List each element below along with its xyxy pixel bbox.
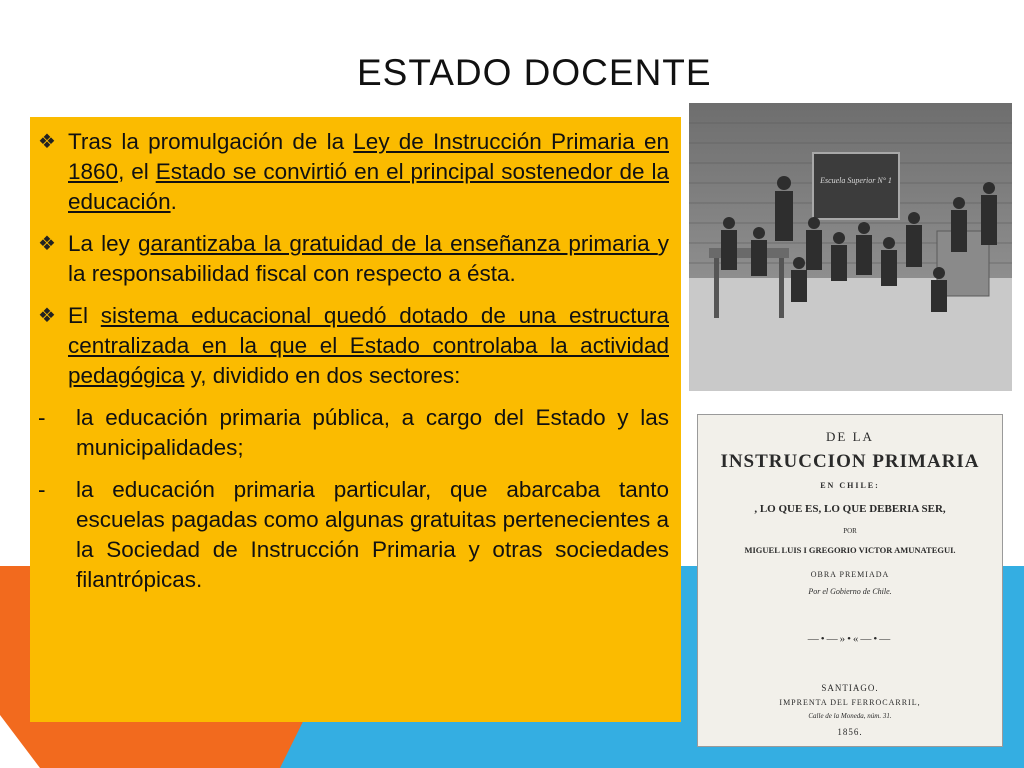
bullet-text: , el [118, 159, 156, 184]
bullet-text: y, dividido en dos sectores: [184, 363, 461, 388]
diamond-bullet-icon: ❖ [38, 233, 56, 255]
bullet-item [38, 301, 669, 391]
slide-title: ESTADO DOCENTE [357, 52, 712, 93]
book-line: EN CHILE: [820, 481, 880, 490]
dash-item [38, 403, 669, 463]
bullet-underlined-text: Estado se convirtió en el principal sostenedor de la educación [68, 159, 669, 214]
bullet-text: Tras la promulgación de la [68, 129, 354, 154]
dash-mark: - [38, 477, 46, 502]
bullet-text: El [68, 303, 101, 328]
content-box [30, 117, 681, 722]
chalkboard-text: Escuela Superior N° 1 [820, 176, 892, 185]
book-subtitle: , LO QUE ES, LO QUE DEBERIA SER, [754, 503, 946, 515]
dash-text: la educación primaria particular, que abarcaba tanto escuelas pagadas como algunas gratuitas pertenecientes a la Sociedad de Instrucción Primaria y otras sociedades filantrópicas. [76, 477, 669, 592]
book-line: IMPRENTA DEL FERROCARRIL, [779, 698, 921, 707]
book-line: Por el Gobierno de Chile. [808, 587, 892, 596]
bullet-item [38, 229, 669, 289]
classroom-photo-image [689, 103, 1012, 391]
book-line: SANTIAGO. [821, 683, 879, 693]
classroom-photo [689, 103, 1012, 391]
bullet-underlined-text: Ley de Instrucción Primaria en 1860 [68, 129, 669, 184]
diamond-bullet-icon: ❖ [38, 131, 56, 153]
bullet-text: La ley [68, 231, 139, 256]
bullet-item [38, 127, 669, 217]
book-cover [697, 414, 1003, 747]
bullet-underlined-text: garantizaba la gratuidad de la enseñanza primaria [138, 231, 658, 256]
book-title: INSTRUCCION PRIMARIA [720, 451, 980, 472]
diamond-bullet-icon: ❖ [38, 305, 56, 327]
dash-mark: - [38, 405, 46, 430]
book-line: POR [843, 527, 857, 535]
bullet-text: . [170, 189, 177, 214]
book-authors: MIGUEL LUIS I GREGORIO VICTOR AMUNATEGUI. [744, 545, 956, 555]
book-line: Calle de la Moneda, núm. 31. [808, 712, 892, 720]
book-line: OBRA PREMIADA [810, 570, 890, 579]
book-line: DE LA [826, 429, 874, 444]
bullet-underlined-text: sistema educacional quedó dotado de una estructura centralizada en la que el Estado controlaba la actividad pedagógica [68, 303, 669, 388]
book-year: 1856. [837, 727, 863, 737]
dash-item [38, 475, 669, 595]
dash-text: la educación primaria pública, a cargo del Estado y las municipalidades; [76, 405, 669, 460]
book-ornament: —•—»•«—•— [807, 633, 893, 645]
decorative-band-notch [0, 715, 40, 768]
bullet-text: y la responsabilidad fiscal con respecto a ésta. [68, 231, 669, 286]
